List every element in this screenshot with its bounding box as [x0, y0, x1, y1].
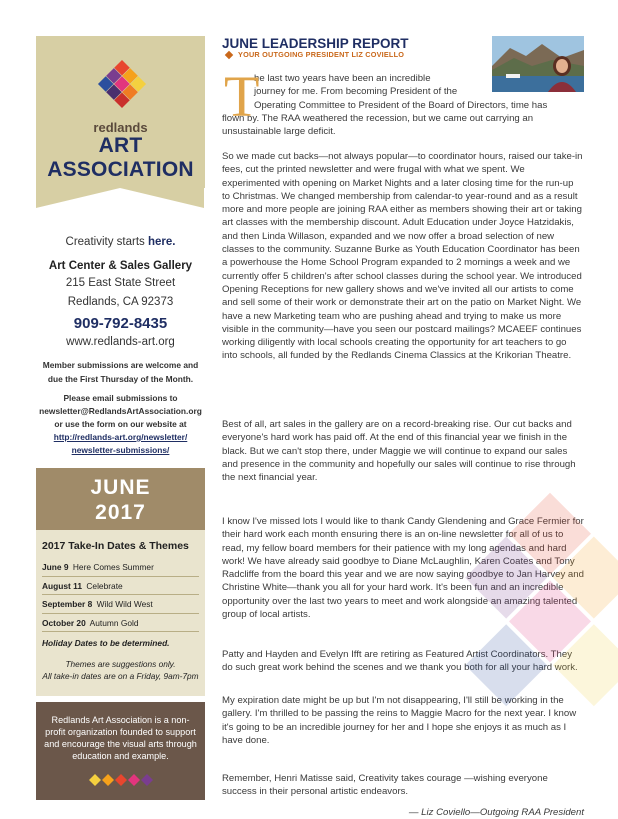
diamond-ornament-icon	[89, 774, 153, 786]
p1-line: flown by. The RAA weathered the recession, but we came out carrying an	[222, 112, 534, 124]
masthead-panel	[36, 36, 205, 188]
p1-line: Operating Committee to President of the Board of Directors, time has	[254, 99, 548, 111]
issue-year: 2017	[95, 501, 146, 524]
website-link[interactable]: www.redlands-art.org	[66, 336, 175, 348]
about-panel	[36, 702, 205, 800]
takein-theme: Autumn Gold	[89, 617, 139, 628]
takein-footnote	[42, 658, 199, 682]
logo-wordmark-large: ART ASSOCIATION	[47, 134, 194, 181]
phone-number[interactable]: 909-792-8435	[73, 315, 168, 332]
takein-theme: Celebrate	[86, 580, 123, 591]
byline-diamond-icon	[225, 51, 233, 59]
sidebar	[36, 36, 205, 764]
paragraph-4: I know I've missed lots I would like to thank Candy Glendening and Grace Fermier for their hard work each month ensuring there is an on-line newsletter for all of us to read, my fellow board members for their patience with my long agendas and hard work! We have already said goodbye to Diane McLaughlin, Karen Coates and Tony Radcliffe from the board this year and we are now saying goodbye to Jan Harvey and Christine White—thank you all for your hard work. It's been fun and an incredible opportunity over the last two years to meet and work alongside an amazing talented group of local artists.	[222, 516, 584, 621]
tagline	[36, 236, 205, 248]
takein-theme: Wild Wild West	[96, 599, 153, 610]
logo-watermark-icon	[430, 490, 618, 740]
contact-info	[36, 208, 205, 457]
p1-line: journey for me. From becoming President of the	[254, 86, 458, 98]
issue-date-block	[36, 468, 205, 530]
submission-form-link-2[interactable]: newsletter-submissions/	[71, 445, 170, 455]
submission-email-link[interactable]: newsletter@RedlandsArtAssociation.org	[39, 406, 202, 416]
signature: — Liz Coviello—Outgoing RAA President	[408, 807, 584, 818]
logo-wordmark-small: redlands	[93, 120, 148, 135]
address-city: Redlands, CA 92373	[67, 296, 174, 308]
takein-row	[42, 595, 199, 614]
tagline-text: Creativity starts	[65, 236, 148, 248]
takein-list	[42, 558, 199, 632]
paragraph-5: Patty and Hayden and Evelyn Ifft are retiring as Featured Artist Coordinators. They do such great work behind the scenes and we thank you both for all your hard work.	[222, 649, 578, 674]
takein-panel	[36, 530, 205, 696]
paragraph-3: Best of all, art sales in the gallery are on a record-breaking rise. Our cut backs and everyone's hard work has paid off. At the end of this financial year we finish in the black. But we can't stop there, under Maggie we will continue to expand our sales and presence in the community and hopefully our sales will continue to rise through the next financial year.	[222, 419, 576, 484]
address-street: 215 East State Street	[65, 277, 176, 289]
paragraph-2: So we made cut backs—not always popular—to coordinator hours, raised our take-in fees, cut the printed newsletter and were frugal with what we spent. We experimented with opening on Market Nights and a later closing time for the run-up to Christmas. We changed membership from calendar-to year-round and as a result more and more people are joining RAA either as members showing their art or taking art classes with the membership discount. Adult Education under Joyce Hatzidakis, and then Linda Willason, expanded and we now offer a broad selection of new classes to the community. Suzanne Burke as Youth Education Coordinator has been a powerhouse the Home School Program expanded to 2 mornings a week and we currently offer 5 children's after school classes during the school year. We introduced Opening Receptions for new gallery shows and we've invited all our artists to come and sell some of their work or demonstrate their art on the patio on Market Night. We have a new Marketing team who are pushing ahead and trying to make us more visible in the community—have you seen our postcard mailings? MCAEEF continues working diligently with local schools creating the opportunity for art teachers to go into schools, all funded by the Redlands Cinema Classics at the Krikorian Theatre.	[222, 151, 583, 362]
takein-date: August 11	[42, 580, 83, 591]
paragraph-1	[222, 64, 584, 138]
takein-date: October 20	[42, 617, 86, 628]
takein-title: 2017 Take-In Dates & Themes	[42, 540, 189, 552]
paragraph-7: Remember, Henri Matisse said, Creativity takes courage —wishing everyone success in their personal artistic endeavors.	[222, 773, 548, 798]
gallery-name: Art Center & Sales Gallery	[48, 260, 193, 272]
takein-footnote-2: All take-in dates are on a Friday, 9am-7pm	[42, 671, 199, 681]
takein-holiday-note: Holiday Dates to be determined.	[42, 638, 170, 648]
p1-line: unsustainable large deficit.	[222, 126, 336, 138]
takein-date: September 8	[42, 599, 93, 610]
member-submission-note: Member submissions are welcome and due the First Thursday of the Month.	[42, 360, 199, 384]
masthead-notch	[36, 188, 204, 208]
raa-logo-icon	[96, 56, 148, 112]
takein-row	[42, 577, 199, 596]
article-byline: YOUR OUTGOING PRESIDENT LIZ COVIELLO	[238, 50, 405, 59]
takein-theme: Here Comes Summer	[72, 562, 154, 572]
takein-date: June 9	[42, 562, 69, 572]
p1-line: he last two years have been an incredible	[254, 73, 431, 84]
article-title: JUNE LEADERSHIP REPORT	[222, 36, 409, 51]
dropcap: T	[224, 64, 260, 129]
takein-footnote-1: Themes are suggestions only.	[65, 659, 176, 669]
takein-row	[42, 558, 199, 577]
paragraph-6: My expiration date might be up but I'm not disappearing, I'll still be working in the gallery. I'm thrilled to be passing the reins to Maggie Macro for the next year. I know it's going to be an incredible journey for her and I hope she enjoys it as much as I have done.	[222, 695, 577, 746]
submission-form-link-1[interactable]: http://redlands-art.org/newsletter/	[53, 432, 188, 442]
email-note-1: Please email submissions to	[63, 393, 178, 403]
email-note-3: or use the form on our website at	[54, 419, 187, 429]
tagline-emphasis: here.	[147, 236, 176, 248]
about-text: Redlands Art Association is a non-profit organization founded to support and encourage the visual arts through education and example.	[44, 715, 197, 761]
issue-month: JUNE	[90, 476, 151, 499]
takein-row	[42, 614, 199, 633]
